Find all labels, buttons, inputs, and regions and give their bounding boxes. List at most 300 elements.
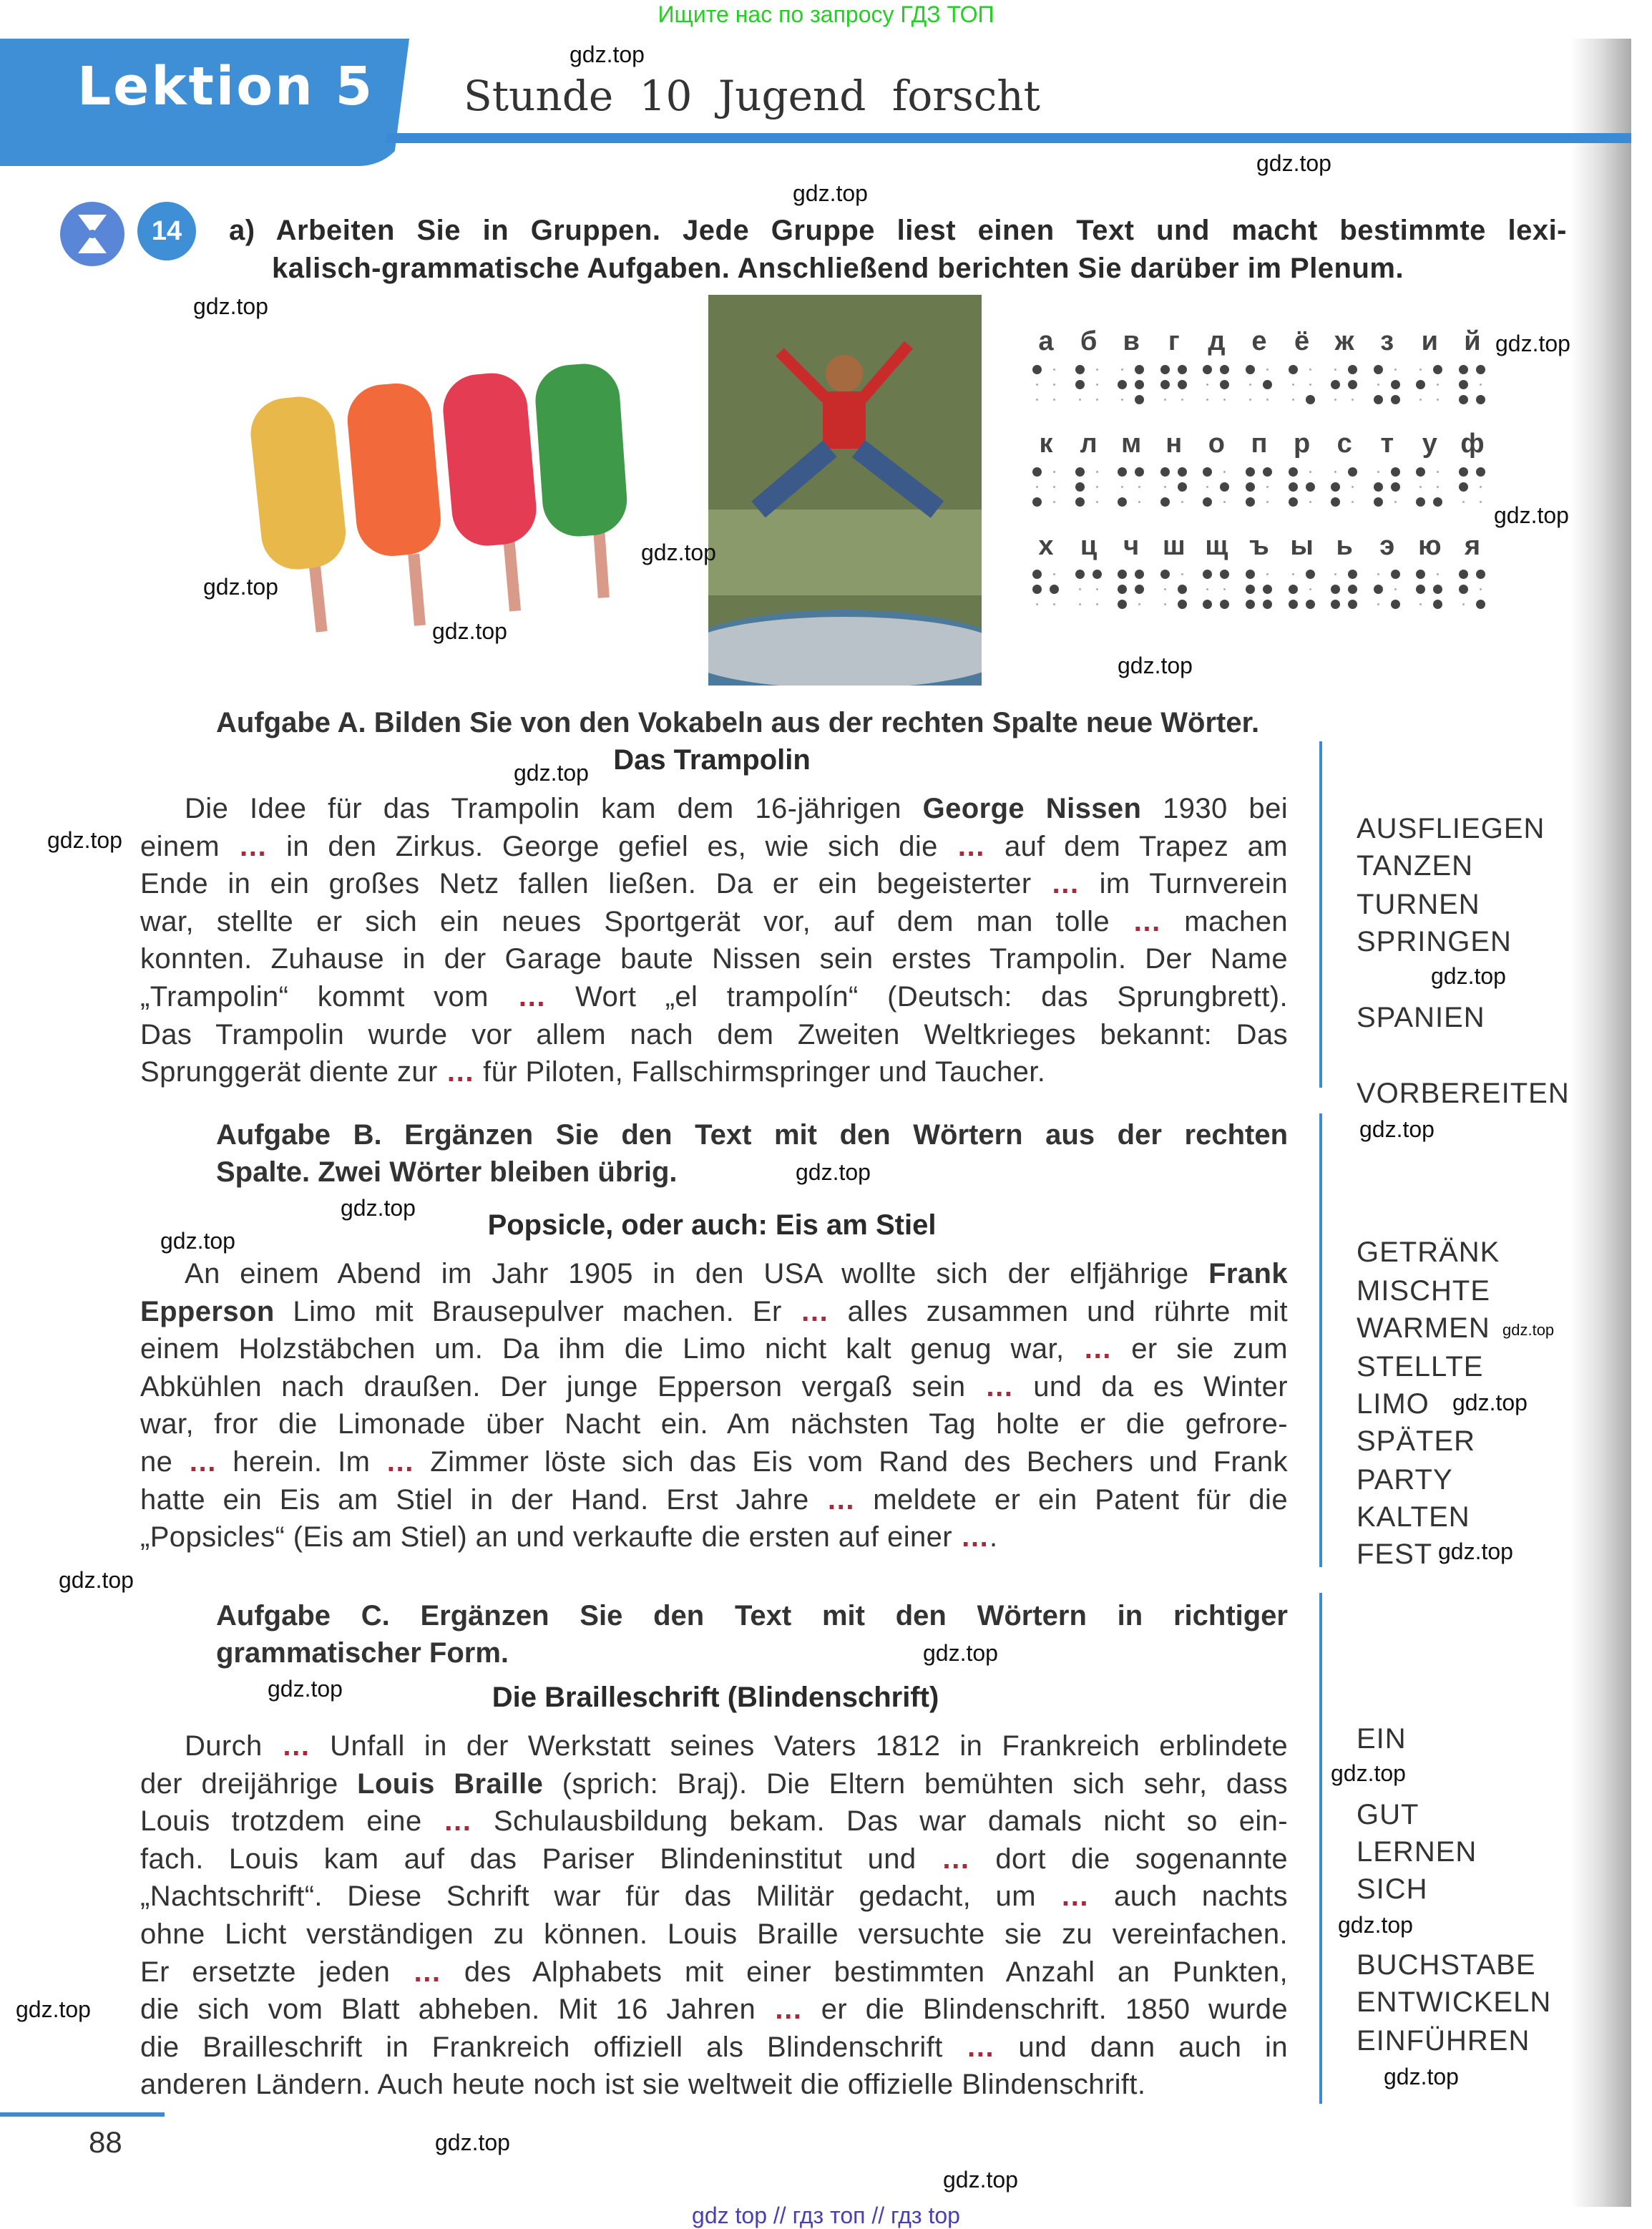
gap-marker: … (412, 1956, 442, 1988)
watermark: gdz.top (793, 180, 868, 206)
braille-dot (1459, 365, 1468, 374)
braille-letter: о (1208, 429, 1225, 459)
bold-name: Louis Braille (357, 1767, 544, 1800)
braille-dot (1433, 365, 1442, 374)
braille-dot (1135, 585, 1144, 594)
vocabulary-word: AUSFLIEGEN (1357, 813, 1545, 844)
braille-cell (1243, 429, 1275, 507)
braille-dot (1203, 497, 1212, 507)
braille-dot (1220, 467, 1229, 477)
braille-dot (1459, 497, 1468, 507)
text-line (140, 790, 1288, 828)
watermark: gdz.top (268, 1676, 343, 1702)
braille-dots (1372, 365, 1403, 404)
braille-dot (1391, 380, 1400, 389)
vocabulary-word: EINFÜHREN (1357, 2025, 1530, 2057)
braille-dot (1391, 482, 1400, 492)
braille-dot (1391, 600, 1400, 609)
vocabulary-word: SPRINGEN (1357, 926, 1512, 957)
vocabulary-word: TANZEN (1357, 850, 1474, 882)
braille-dot (1433, 600, 1442, 609)
braille-dot (1306, 395, 1315, 404)
watermark: gdz.top (341, 1195, 416, 1221)
braille-dots (1073, 467, 1105, 507)
braille-dot (1135, 570, 1144, 579)
braille-dot (1203, 600, 1212, 609)
braille-dot (1160, 395, 1170, 404)
text-segment: war, fror die Limonade über Nacht ein. Am nächsten Tag holte er die gefrore- (140, 1408, 1288, 1440)
braille-dots (1115, 467, 1147, 507)
braille-dot (1203, 395, 1212, 404)
text-segment: dort die sogenannte (970, 1843, 1288, 1875)
braille-dot (1220, 380, 1229, 389)
braille-letter: з (1380, 326, 1394, 356)
gap-marker: … (281, 1730, 311, 1762)
watermark: gdz.top (432, 618, 507, 644)
braille-cell (1286, 429, 1318, 507)
braille-dot (1178, 585, 1187, 594)
text-segment: Sprunggerät diente zur (140, 1056, 446, 1088)
braille-dots (1201, 467, 1232, 507)
watermark: gdz.top (1495, 331, 1570, 356)
watermark: gdz.top (796, 1159, 871, 1185)
braille-dot (1433, 467, 1442, 477)
text-segment: er sie zum (1112, 1333, 1288, 1365)
braille-dot (1093, 365, 1102, 374)
braille-cell (1243, 531, 1275, 609)
braille-dot (1476, 467, 1485, 477)
text-line (140, 1368, 1288, 1406)
braille-letter: г (1168, 326, 1180, 356)
braille-dot (1050, 482, 1059, 492)
text-line (140, 2029, 1288, 2067)
braille-dot (1220, 482, 1229, 492)
braille-dot (1050, 380, 1059, 389)
task-c-text (140, 1727, 1288, 2104)
braille-letter: а (1038, 326, 1054, 356)
gap-marker: … (773, 1994, 803, 2026)
braille-dot (1348, 365, 1357, 374)
bold-name: Epperson (140, 1295, 275, 1327)
braille-cell (1457, 531, 1488, 609)
braille-dot (1050, 365, 1059, 374)
group-work-icon (60, 202, 124, 266)
text-segment: in den Zirkus. George gefiel es, wie sich die (267, 830, 957, 862)
top-search-note: Ищите нас по запросу ГДЗ ТОП (658, 1, 994, 27)
braille-dot (1416, 380, 1425, 389)
braille-dot (1263, 482, 1272, 492)
text-line (140, 1443, 1288, 1481)
braille-dot (1391, 570, 1400, 579)
braille-dots (1372, 570, 1403, 609)
braille-dot (1331, 380, 1340, 389)
task-a-title: Das Trampolin (613, 744, 811, 776)
braille-dot (1391, 497, 1400, 507)
braille-cell (1073, 326, 1105, 404)
vocabulary-word: WARMEN (1357, 1312, 1490, 1344)
braille-row (1030, 326, 1488, 404)
braille-dot (1246, 482, 1255, 492)
braille-dot (1433, 585, 1442, 594)
braille-dot (1289, 482, 1298, 492)
text-segment: er die Blindenschrift. 1850 wurde (803, 1994, 1288, 2026)
braille-dot (1433, 395, 1442, 404)
vocabulary-word: LERNEN (1357, 1836, 1477, 1868)
braille-dot (1476, 600, 1485, 609)
braille-dot (1331, 365, 1340, 374)
braille-cell (1030, 531, 1062, 609)
vocabulary-word: TURNEN (1357, 889, 1480, 920)
text-line (140, 1727, 1288, 1765)
braille-dot (1263, 585, 1272, 594)
text-segment: Louis trotzdem eine (140, 1805, 444, 1838)
braille-letter: ю (1418, 531, 1442, 561)
watermark: gdz.top (1331, 1760, 1406, 1786)
watermark: gdz.top (1438, 1538, 1513, 1564)
watermark: gdz.top (435, 2130, 510, 2155)
text-segment: „Trampolin“ kommt vom (140, 980, 518, 1013)
text-segment: Er ersetzte jeden (140, 1956, 413, 1988)
braille-dot (1118, 585, 1127, 594)
braille-dot (1032, 380, 1042, 389)
text-line (140, 1330, 1288, 1368)
gap-marker: … (800, 1295, 829, 1327)
text-segment: alles zusammen und rührte mit (829, 1295, 1288, 1327)
text-line (140, 1481, 1288, 1519)
braille-dot (1220, 570, 1229, 579)
braille-dots (1030, 467, 1062, 507)
braille-dots (1457, 365, 1488, 404)
text-segment: 1930 bei (1141, 793, 1288, 824)
braille-dot (1178, 600, 1187, 609)
braille-dot (1220, 585, 1229, 594)
braille-cell (1115, 326, 1147, 404)
braille-dot (1178, 380, 1187, 389)
braille-dot (1306, 585, 1315, 594)
vocabulary-word: GETRÄNK (1357, 1237, 1500, 1268)
braille-dot (1118, 570, 1127, 579)
braille-dot (1246, 467, 1255, 477)
text-line (140, 1053, 1288, 1091)
braille-letter: л (1080, 429, 1098, 459)
watermark: gdz.top (1502, 1321, 1555, 1339)
text-segment: Abkühlen nach draußen. Der junge Epperson vergaß sein (140, 1370, 985, 1403)
braille-dot (1160, 585, 1170, 594)
vocabulary-word: EIN (1357, 1723, 1407, 1755)
braille-dots (1201, 570, 1232, 609)
braille-dot (1476, 482, 1485, 492)
braille-dot (1416, 467, 1425, 477)
braille-dot (1178, 467, 1187, 477)
text-segment: anderen Ländern. Auch heute noch ist sie weltweit die offizielle Blindenschrift. (140, 2069, 1146, 2101)
vocabulary-word: PARTY (1357, 1464, 1453, 1496)
braille-letter: у (1422, 429, 1437, 459)
braille-dot (1289, 600, 1298, 609)
braille-dot (1032, 482, 1042, 492)
vocabulary-word: SICH (1357, 1873, 1428, 1905)
braille-dot (1263, 600, 1272, 609)
braille-dot (1374, 365, 1383, 374)
braille-dot (1093, 395, 1102, 404)
text-segment: Limo mit Brausepulver machen. Er (274, 1295, 801, 1327)
braille-dot (1203, 585, 1212, 594)
braille-dot (1289, 380, 1298, 389)
braille-dot (1118, 482, 1127, 492)
text-line (140, 940, 1288, 978)
exercise-instruction (229, 212, 1567, 288)
braille-dot (1093, 467, 1102, 477)
braille-dot (1118, 600, 1127, 609)
braille-cell (1414, 429, 1445, 507)
page-number: 88 (89, 2125, 122, 2159)
braille-dot (1348, 570, 1357, 579)
text-line (140, 865, 1288, 903)
text-segment: An einem Abend im Jahr 1905 in den USA wollte sich der elfjährige (185, 1258, 1209, 1289)
braille-dot (1416, 600, 1425, 609)
braille-dot (1289, 467, 1298, 477)
braille-dot (1331, 570, 1340, 579)
text-segment: hatte ein Eis am Stiel in der Hand. Erst Jahre (140, 1483, 827, 1516)
braille-dot (1391, 395, 1400, 404)
text-segment: und da es Winter (1014, 1370, 1288, 1403)
braille-cell (1457, 429, 1488, 507)
braille-letter: ы (1290, 531, 1314, 561)
braille-dots (1414, 467, 1445, 507)
braille-dot (1203, 380, 1212, 389)
braille-dot (1178, 395, 1187, 404)
braille-cell (1372, 429, 1403, 507)
braille-dot (1032, 467, 1042, 477)
braille-dot (1075, 482, 1085, 492)
braille-letter: х (1038, 531, 1054, 561)
braille-dot (1289, 365, 1298, 374)
braille-dot (1306, 380, 1315, 389)
braille-dot (1348, 600, 1357, 609)
braille-dot (1348, 497, 1357, 507)
page-edge-shadow (1571, 39, 1631, 2207)
braille-letter: ъ (1249, 531, 1269, 561)
braille-dots (1158, 365, 1190, 404)
braille-dot (1032, 365, 1042, 374)
trampoline-photo (708, 295, 982, 686)
gap-marker: … (1060, 1881, 1090, 1913)
bottom-links[interactable]: gdz top // гдз топ // гдз top (692, 2203, 960, 2228)
braille-dot (1331, 600, 1340, 609)
braille-dot (1459, 467, 1468, 477)
braille-letter: к (1039, 429, 1053, 459)
gap-marker: … (1083, 1333, 1113, 1365)
text-segment: die sich vom Blatt abheben. Mit 16 Jahren (140, 1994, 774, 2026)
braille-dot (1459, 482, 1468, 492)
gap-marker: … (386, 1445, 415, 1478)
braille-dot (1135, 395, 1144, 404)
text-segment: Die Idee für das Trampolin kam dem 16-jährigen (185, 793, 923, 824)
braille-dot (1220, 497, 1229, 507)
text-line (140, 1803, 1288, 1840)
braille-dot (1118, 365, 1127, 374)
braille-cell (1030, 429, 1062, 507)
braille-dots (1457, 570, 1488, 609)
braille-cell (1329, 429, 1360, 507)
braille-dot (1118, 497, 1127, 507)
watermark: gdz.top (1431, 963, 1506, 989)
braille-dots (1158, 467, 1190, 507)
braille-dot (1263, 365, 1272, 374)
text-line (140, 828, 1288, 866)
gap-marker: … (960, 1521, 989, 1554)
braille-dot (1263, 570, 1272, 579)
gap-marker: … (826, 1483, 856, 1516)
braille-dot (1331, 585, 1340, 594)
braille-dot (1178, 482, 1187, 492)
text-segment: . (989, 1521, 998, 1554)
text-segment: auch nachts (1089, 1881, 1288, 1913)
braille-dots (1329, 570, 1360, 609)
text-line (140, 903, 1288, 941)
braille-dot (1374, 600, 1383, 609)
braille-letter: ш (1162, 531, 1186, 561)
braille-dot (1220, 600, 1229, 609)
bold-name: Frank (1208, 1258, 1288, 1289)
braille-row (1030, 531, 1488, 609)
braille-dot (1263, 467, 1272, 477)
braille-dot (1093, 600, 1102, 609)
gap-marker: … (966, 2031, 995, 2063)
text-segment: machen (1161, 905, 1288, 937)
lesson-title: Stunde 10 Jugend forscht (464, 72, 1040, 120)
text-segment: die Brailleschrift in Frankreich offiziell als Blindenschrift (140, 2031, 967, 2063)
braille-dot (1263, 380, 1272, 389)
watermark: gdz.top (47, 827, 122, 853)
text-segment: Ende in ein großes Netz fallen ließen. Da er ein begeisterter (140, 868, 1051, 900)
text-line (140, 978, 1288, 1016)
header-rule (386, 133, 1631, 143)
braille-cell (1329, 531, 1360, 609)
braille-cell (1201, 531, 1232, 609)
braille-dot (1075, 585, 1085, 594)
braille-dot (1476, 497, 1485, 507)
text-segment: einem Holzstäbchen um. Da ihm die Limo nicht kalt genug war, (140, 1333, 1084, 1365)
text-segment: Wort „el trampolín“ (Deutsch: das Sprungbrett). (546, 980, 1288, 1013)
braille-dot (1118, 395, 1127, 404)
watermark: gdz.top (1452, 1390, 1528, 1415)
text-segment: herein. Im (217, 1445, 386, 1478)
braille-dot (1433, 380, 1442, 389)
braille-dots (1372, 467, 1403, 507)
braille-dot (1050, 585, 1059, 594)
gap-marker: … (1132, 905, 1162, 937)
braille-letter: р (1293, 429, 1311, 459)
braille-cell (1372, 531, 1403, 609)
braille-dot (1032, 570, 1042, 579)
text-line (140, 1255, 1288, 1293)
text-segment: „Popsicles“ (Eis am Stiel) an und verkaufte die ersten auf einer (140, 1521, 961, 1554)
braille-dot (1050, 497, 1059, 507)
braille-dot (1246, 395, 1255, 404)
braille-dots (1158, 570, 1190, 609)
braille-dot (1050, 570, 1059, 579)
braille-dots (1243, 365, 1275, 404)
braille-dot (1032, 600, 1042, 609)
braille-dot (1263, 395, 1272, 404)
braille-dot (1160, 467, 1170, 477)
braille-dot (1374, 482, 1383, 492)
braille-dot (1289, 570, 1298, 579)
braille-letter: е (1251, 326, 1267, 356)
vocabulary-word: KALTEN (1357, 1501, 1470, 1533)
text-segment: Durch (185, 1730, 282, 1762)
braille-dot (1050, 467, 1059, 477)
braille-dot (1093, 570, 1102, 579)
text-segment: ne (140, 1445, 189, 1478)
braille-dot (1391, 585, 1400, 594)
braille-dot (1178, 365, 1187, 374)
braille-dot (1093, 380, 1102, 389)
braille-dot (1246, 585, 1255, 594)
braille-dots (1329, 365, 1360, 404)
text-segment: (sprich: Braj). Die Eltern bemühten sich sehr, dass (543, 1767, 1289, 1800)
braille-dot (1459, 395, 1468, 404)
instruction-line: kalisch-grammatische Aufgaben. Anschließend berichten Sie darüber im Plenum. (272, 253, 1404, 284)
braille-dot (1374, 497, 1383, 507)
text-segment: ohne Licht verständigen zu können. Louis Braille versuchte sie zu vereinfachen. (140, 1918, 1288, 1950)
braille-dot (1459, 600, 1468, 609)
vocabulary-word: BUCHSTABE (1357, 1949, 1536, 1981)
braille-cell (1158, 531, 1190, 609)
braille-alphabet (1030, 326, 1488, 633)
braille-cell (1073, 531, 1105, 609)
gap-marker: … (188, 1445, 218, 1478)
braille-dot (1374, 585, 1383, 594)
braille-row (1030, 429, 1488, 507)
braille-dot (1135, 497, 1144, 507)
braille-dot (1348, 467, 1357, 477)
braille-dots (1414, 365, 1445, 404)
braille-dot (1459, 570, 1468, 579)
braille-dot (1374, 380, 1383, 389)
watermark: gdz.top (641, 540, 716, 565)
braille-dot (1476, 380, 1485, 389)
task-c-heading-line: grammatischer Form. (216, 1637, 509, 1669)
gap-marker: … (443, 1805, 472, 1838)
braille-dot (1348, 482, 1357, 492)
braille-dot (1075, 570, 1085, 579)
braille-letter: п (1251, 429, 1268, 459)
vocabulary-word: FEST (1357, 1538, 1433, 1570)
braille-letter: й (1464, 326, 1481, 356)
braille-dot (1135, 467, 1144, 477)
braille-dot (1416, 395, 1425, 404)
watermark: gdz.top (570, 42, 645, 67)
braille-dot (1476, 395, 1485, 404)
gap-marker: … (957, 830, 986, 862)
task-b-text (140, 1255, 1288, 1556)
gap-marker: … (984, 1370, 1015, 1403)
text-line (140, 1916, 1288, 1954)
braille-dots (1030, 365, 1062, 404)
exercise-number-badge: 14 (137, 202, 196, 260)
watermark: gdz.top (1494, 502, 1569, 528)
text-line (140, 1878, 1288, 1916)
braille-dots (1030, 570, 1062, 609)
braille-dots (1115, 570, 1147, 609)
vocabulary-word: ENTWICKELN (1357, 1986, 1552, 2018)
gap-marker: … (238, 830, 268, 862)
braille-letter: ж (1334, 326, 1354, 356)
vocabulary-word: SPÄTER (1357, 1425, 1476, 1457)
braille-dot (1160, 380, 1170, 389)
braille-dot (1374, 395, 1383, 404)
